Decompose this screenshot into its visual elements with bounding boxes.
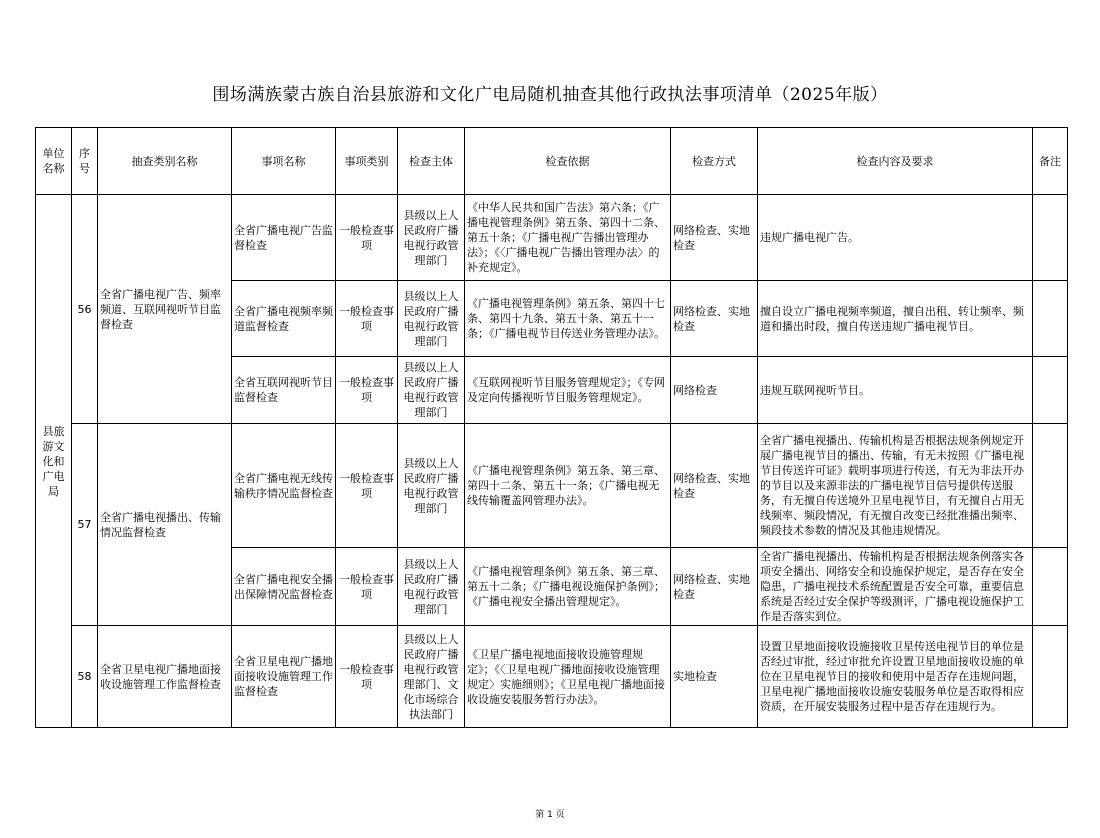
- item-name-cell: 全省广播电视广告监督检查: [232, 195, 336, 281]
- item-name-cell: 全省互联网视听节目监督检查: [232, 357, 336, 424]
- item-method-cell: 网络检查、实地检查: [671, 548, 758, 626]
- table-row: [36, 195, 1068, 281]
- item-method-cell: 网络检查、实地检查: [671, 281, 758, 357]
- item-method-cell: 实地检查: [671, 626, 758, 728]
- item-content-cell: 全省广播电视播出、传输机构是否根据法规条例规定开展广播电视节目的播出、传输，有无未按照《广播电视节目传送许可证》载明事项进行传送，有无为非法开办的节目以及来源非法的广播电视节目信号提供传送服务，有无擅自传送境外卫星电视节目，有无擅自占用无线频率、频段情况，有无擅自改变已经批准播出频率、频段技术参数的情况及其他违规情况。: [758, 424, 1033, 548]
- table-row: [36, 626, 1068, 728]
- table-row: [36, 424, 1068, 548]
- item-content-cell: 设置卫星地面接收设施接收卫星传送电视节目的单位是否经过审批，经过审批允许设置卫星地面接收设施的单位在卫星电视节目的接收和使用中是否存在违规问题，卫星电视广播地面接收设施安装服务单位是否取得相应资质，在开展安装服务过程中是否存在违规行为。: [758, 626, 1033, 728]
- category-cell: 全省广播电视播出、传输情况监督检查: [98, 424, 232, 626]
- item-basis-cell: 《卫星广播电视地面接收设施管理规定》；《〈卫星电视广播地面接收设施管理规定〉实施细则》；《卫星电视广播地面接收设施安装服务暂行办法》。: [465, 626, 671, 728]
- item-basis-cell: 《中华人民共和国广告法》第六条；《广播电视管理条例》第五条、第四十二条、第五十条；《广播电视广告播出管理办法》；《〈广播电视广告播出管理办法〉的补充规定》。: [465, 195, 671, 281]
- header-row: [36, 128, 1068, 195]
- document-title: 围场满族蒙古族自治县旅游和文化广电局随机抽查其他行政执法事项清单（2025年版）: [212, 85, 888, 105]
- page-number: 第 1 页: [535, 810, 565, 820]
- item-name-cell: 全省广播电视安全播出保障情况监督检查: [232, 548, 336, 626]
- category-cell: 全省广播电视广告、频率频道、互联网视听节目监督检查: [98, 195, 232, 424]
- header-category: 抽查类别名称: [98, 128, 232, 195]
- item-name-cell: 全省卫星电视广播地面接收设施管理工作监督检查: [232, 626, 336, 728]
- item-content-cell: 擅自设立广播电视频率频道，擅自出租、转让频率、频道和播出时段，擅自传送违规广播电视节目。: [758, 281, 1033, 357]
- item-basis-cell: 《互联网视听节目服务管理规定》；《专网及定向传播视听节目服务管理规定》。: [465, 357, 671, 424]
- item-method-cell: 网络检查、实地检查: [671, 195, 758, 281]
- item-remark-cell: [1033, 548, 1068, 626]
- item-subject-cell: 县级以上人民政府广播电视行政管理部门: [398, 424, 465, 548]
- item-subject-cell: 县级以上人民政府广播电视行政管理部门: [398, 548, 465, 626]
- item-subject-cell: 县级以上人民政府广播电视行政管理部门: [398, 281, 465, 357]
- item-name-cell: 全省广播电视频率频道监督检查: [232, 281, 336, 357]
- category-cell: 全省卫星电视广播地面接收设施管理工作监督检查: [98, 626, 232, 728]
- header-unit: 单位名称: [36, 128, 72, 195]
- header-content: 检查内容及要求: [758, 128, 1033, 195]
- item-subject-cell: 县级以上人民政府广播电视行政管理部门: [398, 357, 465, 424]
- item-method-cell: 网络检查、实地检查: [671, 424, 758, 548]
- item-method-cell: 网络检查: [671, 357, 758, 424]
- item-content-cell: 全省广播电视播出、传输机构是否根据法规条例落实各项安全播出、网络安全和设施保护规定，是否存在安全隐患，广播电视技术系统配置是否安全可靠，重要信息系统是否经过安全保护等级测评，广播电视设施保护工作是否落实到位。: [758, 548, 1033, 626]
- inspection-table: [35, 127, 1068, 728]
- item-remark-cell: [1033, 357, 1068, 424]
- item-content-cell: 违规广播电视广告。: [758, 195, 1033, 281]
- seq-cell: 57: [72, 424, 98, 626]
- item-basis-cell: 《广播电视管理条例》第五条、第三章、第五十二条；《广播电视设施保护条例》；《广播电视安全播出管理规定》。: [465, 548, 671, 626]
- item-subject-cell: 县级以上人民政府广播电视行政管理部门: [398, 195, 465, 281]
- item-subject-cell: 县级以上人民政府广播电视行政管理部门、文化市场综合执法部门: [398, 626, 465, 728]
- item-type-cell: 一般检查事项: [336, 281, 398, 357]
- item-type-cell: 一般检查事项: [336, 195, 398, 281]
- header-item: 事项名称: [232, 128, 336, 195]
- header-basis: 检查依据: [465, 128, 671, 195]
- item-remark-cell: [1033, 424, 1068, 548]
- header-type: 事项类别: [336, 128, 398, 195]
- item-name-cell: 全省广播电视无线传输秩序情况监督检查: [232, 424, 336, 548]
- header-method: 检查方式: [671, 128, 758, 195]
- item-basis-cell: 《广播电视管理条例》第五条、第四十七条、第四十九条、第五十条、第五十一条；《广播电视节目传送业务管理办法》。: [465, 281, 671, 357]
- item-type-cell: 一般检查事项: [336, 424, 398, 548]
- item-content-cell: 违规互联网视听节目。: [758, 357, 1033, 424]
- item-type-cell: 一般检查事项: [336, 626, 398, 728]
- header-subject: 检查主体: [398, 128, 465, 195]
- seq-cell: 58: [72, 626, 98, 728]
- item-type-cell: 一般检查事项: [336, 548, 398, 626]
- item-remark-cell: [1033, 281, 1068, 357]
- item-basis-cell: 《广播电视管理条例》第五条、第三章、第四十二条、第五十一条；《广播电视无线传输覆盖网管理办法》。: [465, 424, 671, 548]
- item-remark-cell: [1033, 626, 1068, 728]
- seq-cell: 56: [72, 195, 98, 424]
- header-seq: 序号: [72, 128, 98, 195]
- item-remark-cell: [1033, 195, 1068, 281]
- unit-name-cell: 县旅游文化和广电局: [36, 195, 72, 728]
- header-remark: 备注: [1033, 128, 1068, 195]
- item-type-cell: 一般检查事项: [336, 357, 398, 424]
